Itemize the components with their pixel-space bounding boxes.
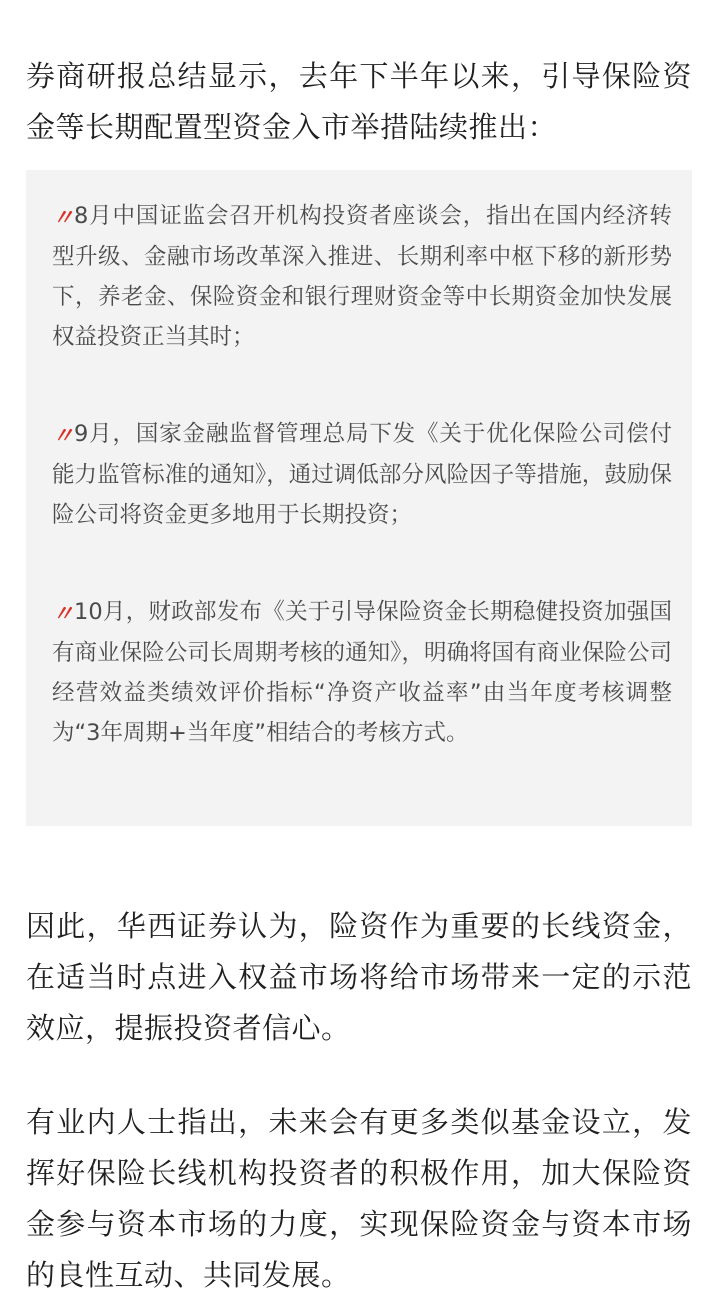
quote-mark-icon: 〃 [52, 602, 73, 627]
quote-mark-icon: 〃 [52, 424, 73, 449]
conclusion-paragraph: 因此，华西证券认为，险资作为重要的长线资金，在适当时点进入权益市场将给市场带来一定的示范效应，提振投资者信心。 [26, 909, 692, 1045]
quote-item-october [52, 592, 672, 753]
quote-text: 10月，财政部发布《关于引导保险资金长期稳健投资加强国有商业保险公司长周期考核的通知》，明确将国有商业保险公司经营效益类绩效评价指标“净资产收益率”由当年度考核调整为“3年周期+当年度”相结合的考核方式。 [52, 599, 672, 746]
quote-block [26, 170, 692, 826]
quote-text: 8月中国证监会召开机构投资者座谈会，指出在国内经济转型升级、金融市场改革深入推进、长期利率中枢下移的新形势下，养老金、保险资金和银行理财资金等中长期资金加快发展权益投资正当其时； [52, 203, 672, 350]
quote-mark-icon: 〃 [52, 206, 73, 231]
quote-item-august [52, 196, 672, 357]
quote-item-september [52, 414, 672, 535]
quote-text: 9月，国家金融监督管理总局下发《关于优化保险公司偿付能力监管标准的通知》，通过调低部分风险因子等措施，鼓励保险公司将资金更多地用于长期投资； [52, 421, 672, 528]
intro-paragraph: 券商研报总结显示，去年下半年以来，引导保险资金等长期配置型资金入市举措陆续推出： [26, 59, 692, 144]
industry-view-paragraph: 有业内人士指出，未来会有更多类似基金设立，发挥好保险长线机构投资者的积极作用，加大保险资金参与资本市场的力度，实现保险资金与资本市场的良性互动、共同发展。 [26, 1105, 692, 1292]
